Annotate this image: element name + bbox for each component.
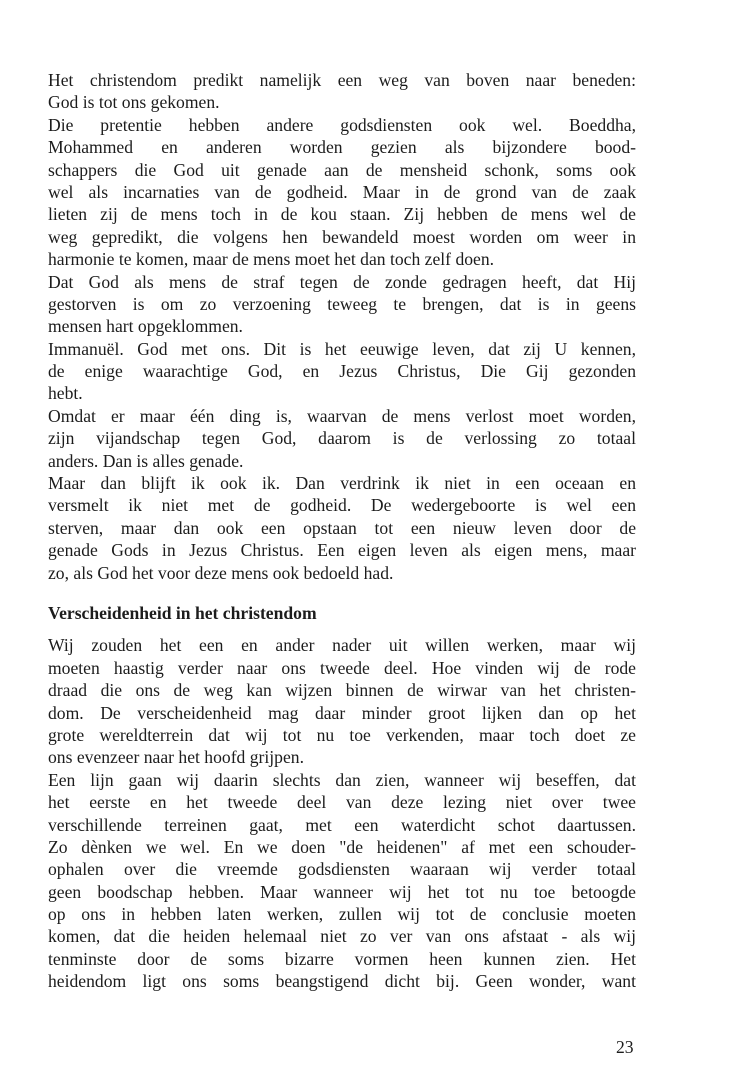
text-line: anders. Dan is alles genade. [48,450,244,471]
text-line: het eerste en het tweede deel van deze lezing niet over twee [48,792,636,813]
text-line: Het christendom predikt namelijk een weg van boven naar beneden: [48,70,636,90]
text-line: ophalen over die vreemde godsdiensten waaraan wij verder totaal [48,859,636,880]
paragraph [48,69,636,114]
text-line: Een lijn gaan wij daarin slechts dan zien, wanneer wij beseffen, dat [48,769,636,790]
text-line: wel als incarnaties van de godheid. Maar in de grond van de zaak [48,181,636,202]
text-line: ons evenzeer naar het hoofd grijpen. [48,747,304,768]
section-heading: Verscheidenheid in het christendom [48,602,317,623]
text-line: sterven, maar dan ook een opstaan tot een nieuw leven door de [48,517,636,538]
text-line: Maar dan blijft ik ook ik. Dan verdrink ik niet in een oceaan en [48,473,636,494]
text-block-before [48,69,636,584]
text-line: Die pretentie hebben andere godsdiensten ook wel. Boeddha, [48,114,636,135]
text-line: tenminste door de soms bizarre vormen heen kunnen zien. Het [48,948,636,969]
paragraph [48,405,636,472]
text-line: Immanuël. God met ons. Dit is het eeuwige leven, dat zij U kennen, [48,338,636,359]
text-line: gestorven is om zo verzoening teweeg te brengen, dat is in geens [48,293,636,314]
text-line: zo, als God het voor deze mens ook bedoeld had. [48,562,394,583]
text-line: God is tot ons gekomen. [48,92,220,113]
text-line: schappers die God uit genade aan de mensheid schonk, soms ook [48,159,636,180]
page-body [48,69,636,993]
text-line: grote wereldterrein dat wij tot nu toe verkenden, maar toch doet ze [48,724,636,745]
text-block-after [48,634,636,992]
paragraph [48,472,636,584]
text-line: versmelt ik niet met de godheid. De wedergeboorte is wel een [48,495,636,516]
text-line: lieten zij de mens toch in de kou staan. Zij hebben de mens wel de [48,204,636,225]
text-line: mensen hart opgeklommen. [48,316,243,337]
paragraph [48,271,636,338]
text-line: verschillende terreinen gaat, met een waterdicht schot daartussen. [48,814,636,835]
text-line: genade Gods in Jezus Christus. Een eigen leven als eigen mens, maar [48,540,636,561]
text-line: Zo dènken we wel. En we doen "de heidenen" af met een schouder- [48,836,636,857]
text-line: dom. De verscheidenheid mag daar minder groot lijken dan op het [48,702,636,723]
text-line: Dat God als mens de straf tegen de zonde gedragen heeft, dat Hij [48,271,636,292]
paragraph [48,114,636,271]
paragraph [48,769,636,993]
text-line: geen boodschap hebben. Maar wanneer wij het tot nu toe betoogde [48,881,636,902]
text-line: Wij zouden het een en ander nader uit willen werken, maar wij [48,635,636,656]
paragraph [48,338,636,405]
text-line: hebt. [48,383,83,404]
text-line: heidendom ligt ons soms beangstigend dicht bij. Geen wonder, want [48,971,636,992]
text-line: de enige waarachtige God, en Jezus Christus, Die Gij gezonden [48,361,636,382]
text-line: draad die ons de weg kan wijzen binnen de wirwar van het christen- [48,680,636,701]
paragraph [48,634,636,768]
page-number: 23 [616,1037,634,1057]
text-line: weg gepredikt, die volgens hen bewandeld moest worden om weer in [48,226,636,247]
text-line: Omdat er maar één ding is, waarvan de mens verlost moet worden, [48,405,636,426]
text-line: harmonie te komen, maar de mens moet het dan toch zelf doen. [48,249,495,270]
text-line: zijn vijandschap tegen God, daarom is de verlossing zo totaal [48,428,636,449]
text-line: komen, dat die heiden helemaal niet zo ver van ons afstaat - als wij [48,926,636,947]
text-line: Mohammed en anderen worden gezien als bijzondere bood- [48,137,636,158]
text-line: op ons in hebben laten werken, zullen wij tot de conclusie moeten [48,904,636,925]
text-line: moeten haastig verder naar ons tweede deel. Hoe vinden wij de rode [48,657,636,678]
